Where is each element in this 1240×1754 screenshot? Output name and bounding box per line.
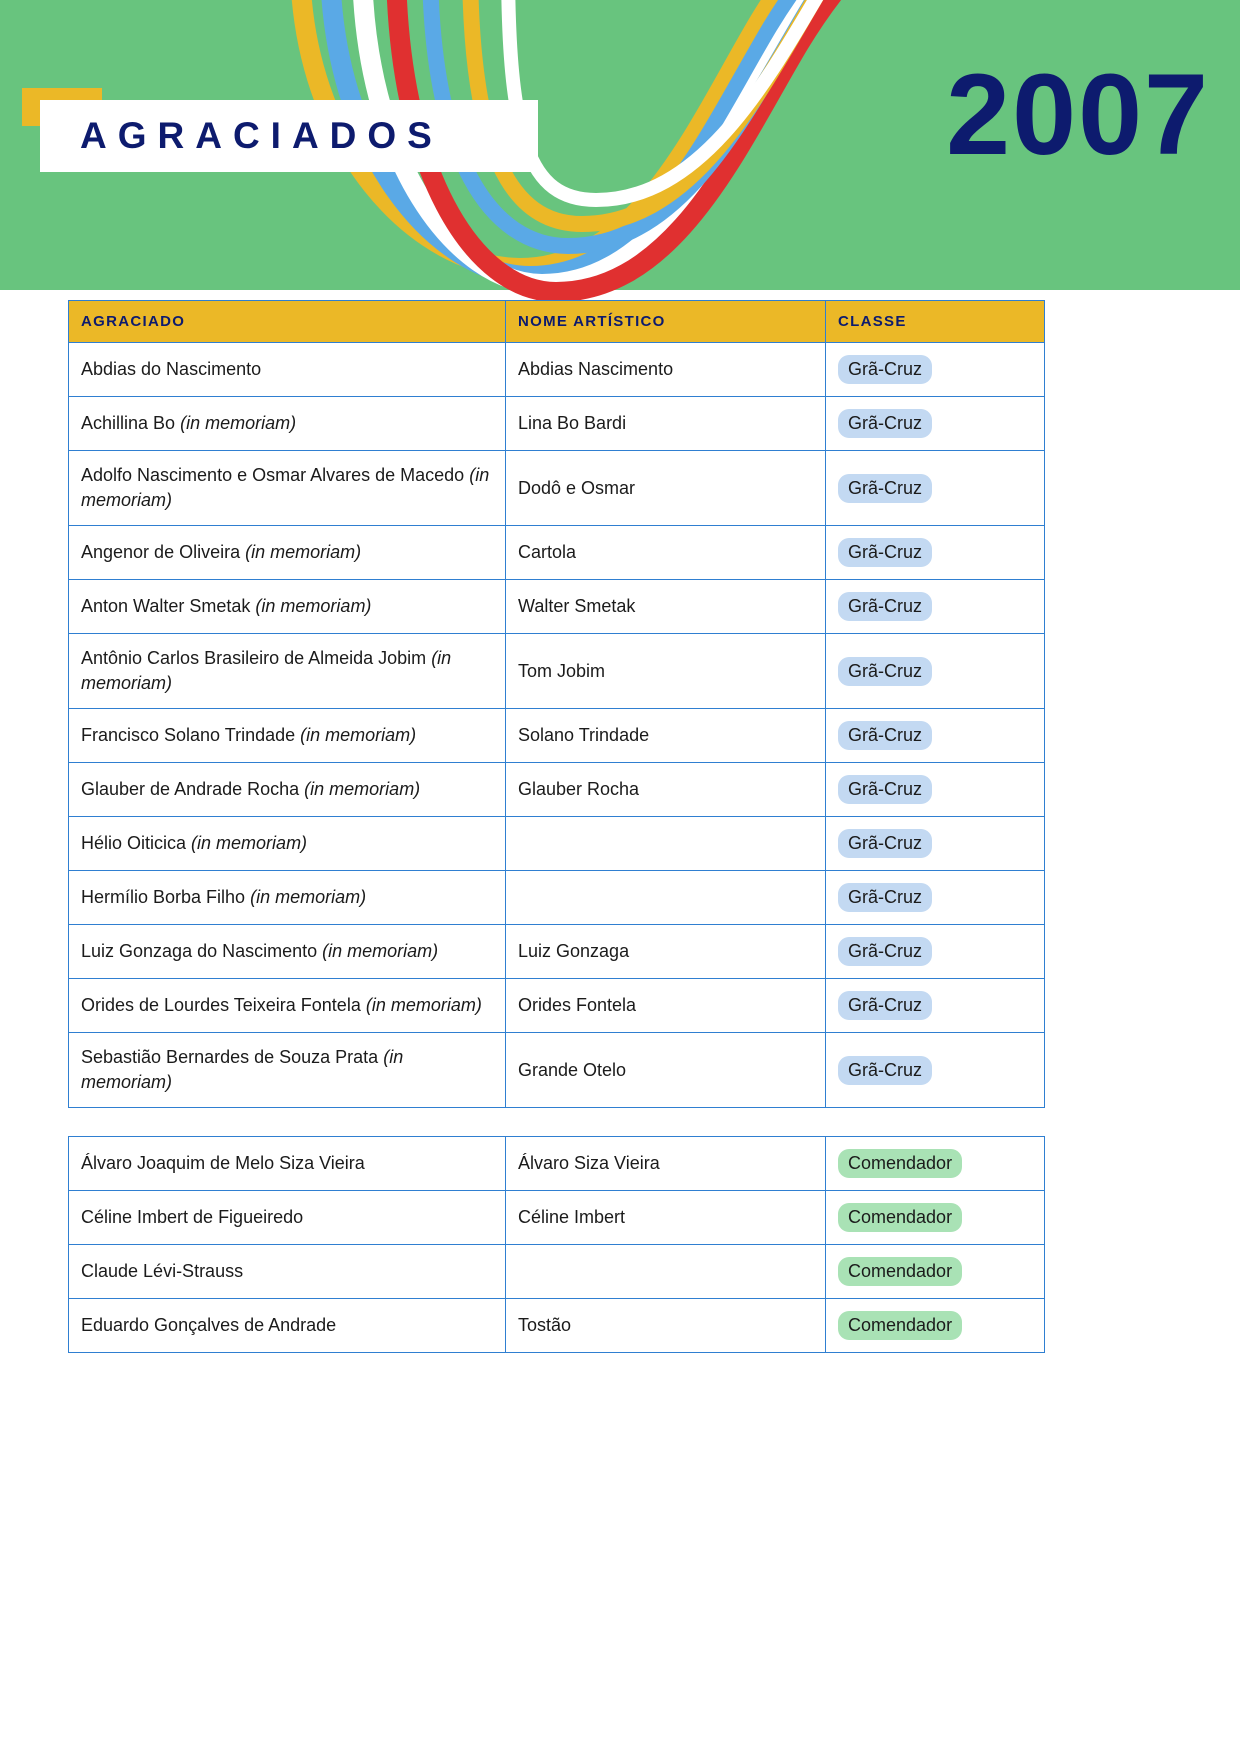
cell-classe: [826, 1245, 1045, 1299]
table-row: [69, 1299, 1045, 1353]
in-memoriam-label: (in memoriam): [180, 413, 297, 433]
classe-badge: Grã-Cruz: [838, 883, 932, 912]
in-memoriam-label: (in memoriam): [245, 542, 362, 562]
table-row: [69, 1137, 1045, 1191]
awardees-table-gra-cruz: [68, 300, 1045, 1108]
cell-agraciado: Adolfo Nascimento e Osmar Alvares de Macedo (in memoriam): [69, 451, 506, 526]
in-memoriam-label: (in memoriam): [250, 887, 367, 907]
cell-nome-artistico: Orides Fontela: [506, 979, 826, 1033]
classe-badge: Grã-Cruz: [838, 592, 932, 621]
table-row: [69, 343, 1045, 397]
classe-badge: Grã-Cruz: [838, 355, 932, 384]
cell-classe: [826, 397, 1045, 451]
classe-badge: Comendador: [838, 1257, 962, 1286]
cell-agraciado: Hermílio Borba Filho (in memoriam): [69, 871, 506, 925]
cell-nome-artistico: Álvaro Siza Vieira: [506, 1137, 826, 1191]
classe-badge: Grã-Cruz: [838, 721, 932, 750]
classe-badge: Comendador: [838, 1311, 962, 1340]
cell-agraciado: Luiz Gonzaga do Nascimento (in memoriam): [69, 925, 506, 979]
table-row: [69, 580, 1045, 634]
in-memoriam-label: (in memoriam): [304, 779, 421, 799]
table-row: [69, 871, 1045, 925]
table-row: [69, 817, 1045, 871]
column-header-classe: CLASSE: [826, 301, 1045, 343]
cell-nome-artistico: Walter Smetak: [506, 580, 826, 634]
cell-classe: [826, 925, 1045, 979]
content-area: [0, 300, 1240, 1353]
cell-nome-artistico: Luiz Gonzaga: [506, 925, 826, 979]
cell-nome-artistico: Lina Bo Bardi: [506, 397, 826, 451]
cell-agraciado: Abdias do Nascimento: [69, 343, 506, 397]
classe-badge: Comendador: [838, 1203, 962, 1232]
cell-nome-artistico: [506, 1245, 826, 1299]
cell-agraciado: Francisco Solano Trindade (in memoriam): [69, 709, 506, 763]
cell-classe: [826, 817, 1045, 871]
table-row: [69, 763, 1045, 817]
cell-agraciado: Anton Walter Smetak (in memoriam): [69, 580, 506, 634]
cell-agraciado: Angenor de Oliveira (in memoriam): [69, 526, 506, 580]
classe-badge: Grã-Cruz: [838, 991, 932, 1020]
cell-classe: [826, 1191, 1045, 1245]
year-label: 2007: [946, 51, 1210, 179]
cell-agraciado: Sebastião Bernardes de Souza Prata (in memoriam): [69, 1033, 506, 1108]
cell-agraciado: Antônio Carlos Brasileiro de Almeida Jobim (in memoriam): [69, 634, 506, 709]
table-row: [69, 979, 1045, 1033]
cell-nome-artistico: Grande Otelo: [506, 1033, 826, 1108]
in-memoriam-label: (in memoriam): [255, 596, 372, 616]
cell-classe: [826, 979, 1045, 1033]
classe-badge: Grã-Cruz: [838, 657, 932, 686]
cell-nome-artistico: Tom Jobim: [506, 634, 826, 709]
cell-classe: [826, 634, 1045, 709]
classe-badge: Grã-Cruz: [838, 474, 932, 503]
cell-classe: [826, 451, 1045, 526]
cell-nome-artistico: [506, 817, 826, 871]
classe-badge: Grã-Cruz: [838, 937, 932, 966]
table-row: [69, 925, 1045, 979]
page-header-banner: [0, 0, 1240, 300]
table-row: [69, 1033, 1045, 1108]
cell-nome-artistico: [506, 871, 826, 925]
cell-classe: [826, 763, 1045, 817]
in-memoriam-label: (in memoriam): [191, 833, 308, 853]
classe-badge: Comendador: [838, 1149, 962, 1178]
cell-nome-artistico: Abdias Nascimento: [506, 343, 826, 397]
cell-agraciado: Álvaro Joaquim de Melo Siza Vieira: [69, 1137, 506, 1191]
cell-classe: [826, 871, 1045, 925]
cell-agraciado: Eduardo Gonçalves de Andrade: [69, 1299, 506, 1353]
classe-badge: Grã-Cruz: [838, 409, 932, 438]
cell-agraciado: Achillina Bo (in memoriam): [69, 397, 506, 451]
column-header-nome-artistico: NOME ARTÍSTICO: [506, 301, 826, 343]
in-memoriam-label: (in memoriam): [322, 941, 439, 961]
cell-classe: [826, 1299, 1045, 1353]
cell-classe: [826, 580, 1045, 634]
cell-classe: [826, 526, 1045, 580]
table-group-spacer: [68, 1108, 1172, 1136]
cell-classe: [826, 709, 1045, 763]
cell-classe: [826, 1137, 1045, 1191]
cell-nome-artistico: Glauber Rocha: [506, 763, 826, 817]
table-row: [69, 1245, 1045, 1299]
column-header-agraciado: AGRACIADO: [69, 301, 506, 343]
classe-badge: Grã-Cruz: [838, 538, 932, 567]
cell-agraciado: Céline Imbert de Figueiredo: [69, 1191, 506, 1245]
in-memoriam-label: (in memoriam): [365, 995, 482, 1015]
cell-agraciado: Orides de Lourdes Teixeira Fontela (in memoriam): [69, 979, 506, 1033]
cell-nome-artistico: Céline Imbert: [506, 1191, 826, 1245]
cell-agraciado: Claude Lévi-Strauss: [69, 1245, 506, 1299]
table-row: [69, 634, 1045, 709]
in-memoriam-label: (in memoriam): [300, 725, 417, 745]
classe-badge: Grã-Cruz: [838, 829, 932, 858]
table-body-gra-cruz: [69, 343, 1045, 1108]
table-row: [69, 709, 1045, 763]
cell-nome-artistico: Dodô e Osmar: [506, 451, 826, 526]
awardees-table-comendador: [68, 1136, 1045, 1353]
in-memoriam-label: (in memoriam): [81, 1047, 404, 1092]
table-row: [69, 1191, 1045, 1245]
table-header-row: [69, 301, 1045, 343]
cell-classe: [826, 343, 1045, 397]
classe-badge: Grã-Cruz: [838, 775, 932, 804]
cell-nome-artistico: Tostão: [506, 1299, 826, 1353]
table-row: [69, 526, 1045, 580]
cell-classe: [826, 1033, 1045, 1108]
table-row: [69, 397, 1045, 451]
classe-badge: Grã-Cruz: [838, 1056, 932, 1085]
in-memoriam-label: (in memoriam): [81, 465, 490, 510]
table-row: [69, 451, 1045, 526]
cell-nome-artistico: Solano Trindade: [506, 709, 826, 763]
in-memoriam-label: (in memoriam): [81, 648, 452, 693]
cell-nome-artistico: Cartola: [506, 526, 826, 580]
table-body-comendador: [69, 1137, 1045, 1353]
page-title: AGRACIADOS: [80, 115, 443, 156]
cell-agraciado: Hélio Oiticica (in memoriam): [69, 817, 506, 871]
page-title-plate: [40, 100, 538, 172]
cell-agraciado: Glauber de Andrade Rocha (in memoriam): [69, 763, 506, 817]
